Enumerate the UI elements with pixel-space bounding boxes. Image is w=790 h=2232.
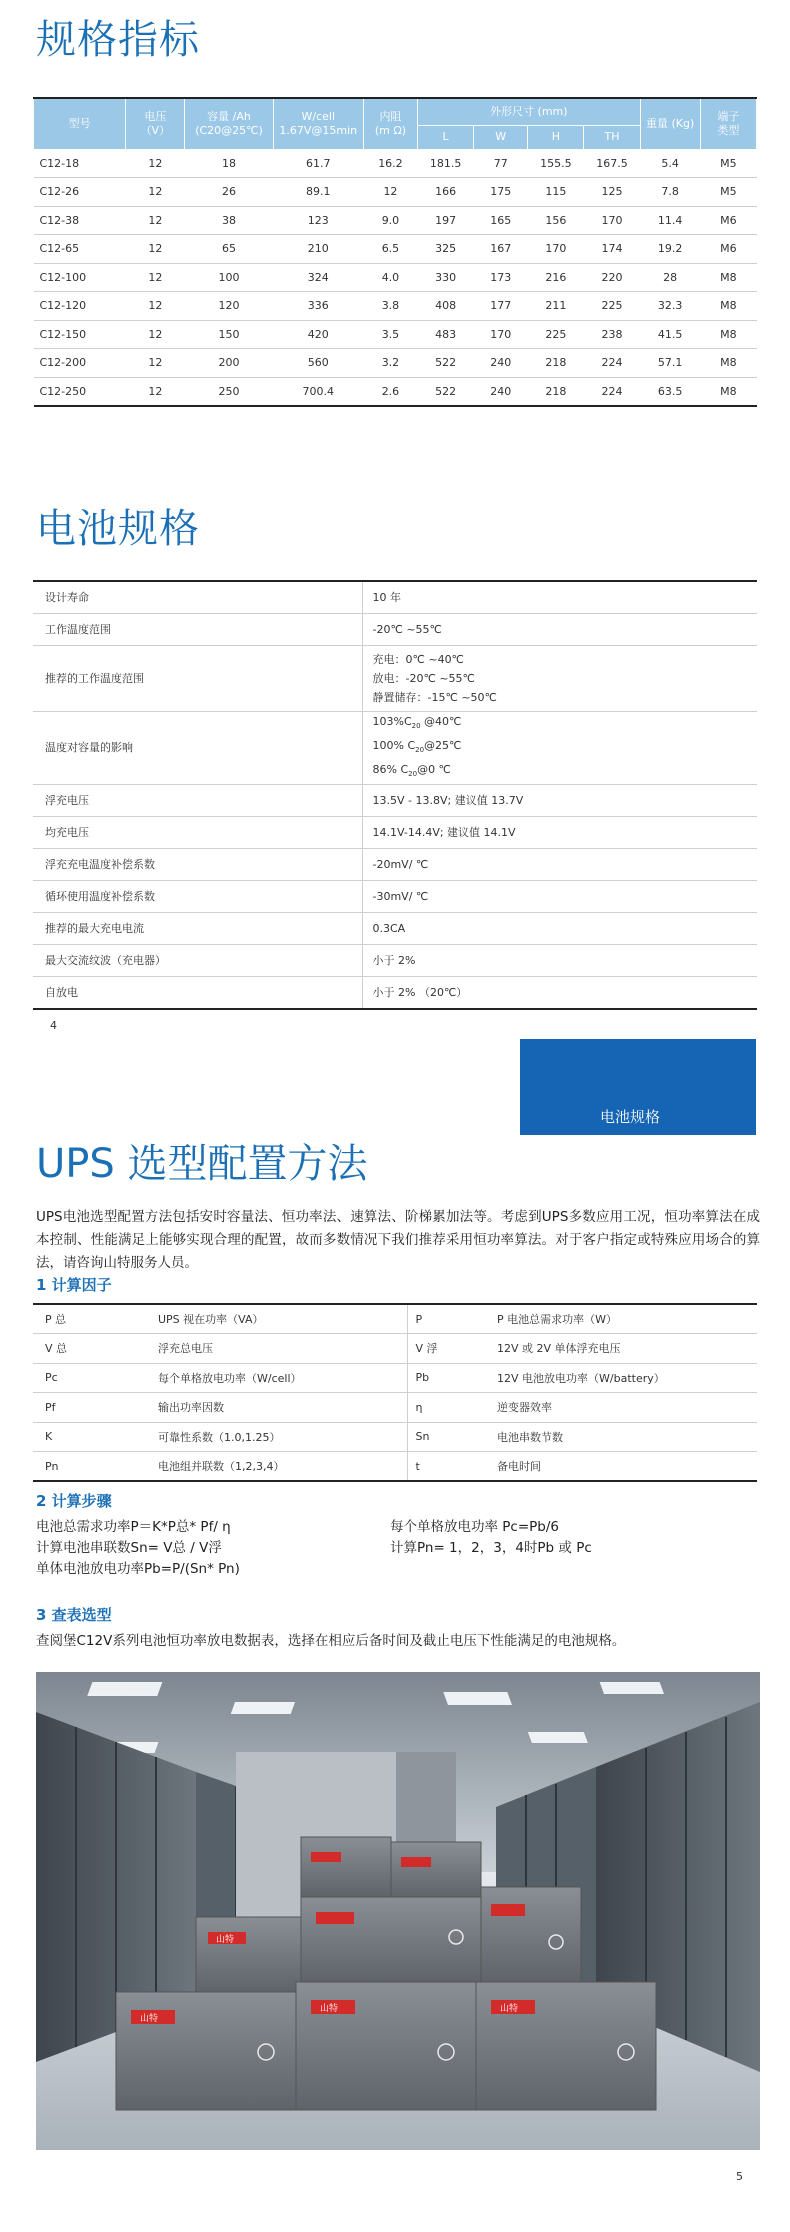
table-cell: P xyxy=(407,1304,489,1334)
table-cell: 170 xyxy=(474,320,528,349)
spec-value: -30mV/ ℃ xyxy=(362,881,757,913)
spec-key: 推荐的最大充电电流 xyxy=(33,913,362,945)
table-cell: 32.3 xyxy=(640,292,700,321)
table-cell: 238 xyxy=(584,320,640,349)
table-cell: 522 xyxy=(418,377,474,406)
table-cell: 65 xyxy=(185,235,273,264)
subheading-factors: 1 计算因子 xyxy=(36,1276,112,1294)
section-title-spec: 规格指标 xyxy=(36,17,200,63)
table-cell: 174 xyxy=(584,235,640,264)
table-cell: 3.2 xyxy=(363,349,417,378)
table-cell: 200 xyxy=(185,349,273,378)
table-cell: C12-18 xyxy=(34,149,126,178)
table-cell: 225 xyxy=(584,292,640,321)
table-row xyxy=(33,1422,757,1452)
spec-key: 自放电 xyxy=(33,977,362,1009)
table-cell: 330 xyxy=(418,263,474,292)
table-row xyxy=(33,785,757,817)
table-cell: 240 xyxy=(474,377,528,406)
table-cell: 700.4 xyxy=(273,377,363,406)
spec-value: -20℃ ~55℃ xyxy=(362,613,757,645)
table-cell: 225 xyxy=(528,320,584,349)
table-row xyxy=(33,613,757,645)
table-cell: 220 xyxy=(584,263,640,292)
table-cell: Pc xyxy=(33,1363,150,1393)
table-row xyxy=(33,645,757,711)
section-tab-label: 电池规格 xyxy=(600,1108,661,1126)
table-row xyxy=(34,292,757,321)
table-cell: 浮充总电压 xyxy=(150,1334,407,1364)
table-cell: 115 xyxy=(528,178,584,207)
spec-line xyxy=(373,712,758,736)
th-weight: 重量 (Kg) xyxy=(640,98,700,149)
table-cell: 167 xyxy=(474,235,528,264)
table-cell: 324 xyxy=(273,263,363,292)
spec-key: 工作温度范围 xyxy=(33,613,362,645)
intro-paragraph: UPS电池选型配置方法包括安时容量法、恒功率法、速算法、阶梯累加法等。考虑到UPS多数应用工况，恒功率算法在成本控制、性能满足上能够实现合理的配置，故而多数情况下我们推荐采用恒功率算法。对于客户指定或特殊应用场合的算法，请咨询山特服务人员。 xyxy=(36,1209,760,1271)
table-cell: 12 xyxy=(126,320,185,349)
table-cell: 165 xyxy=(474,206,528,235)
spec-key: 温度对容量的影响 xyxy=(33,711,362,785)
table-cell: 181.5 xyxy=(418,149,474,178)
table-cell: 输出功率因数 xyxy=(150,1393,407,1423)
table-cell: 12 xyxy=(126,178,185,207)
spec-line xyxy=(373,760,758,784)
table-cell: 177 xyxy=(474,292,528,321)
table-cell: 420 xyxy=(273,320,363,349)
table-cell: 250 xyxy=(185,377,273,406)
spec-line: 静置储存：-15℃ ~50℃ xyxy=(372,690,497,704)
th-terminal: 端子 类型 xyxy=(700,98,756,149)
formula-left xyxy=(36,1517,240,1580)
table-row xyxy=(34,320,757,349)
table-cell: M8 xyxy=(700,320,756,349)
table-cell: η xyxy=(407,1393,489,1423)
page-number-left: 4 xyxy=(50,1019,57,1032)
table-row xyxy=(34,149,757,178)
table-cell: 4.0 xyxy=(363,263,417,292)
table-cell: C12-200 xyxy=(34,349,126,378)
table-cell: 16.2 xyxy=(363,149,417,178)
subheading-lookup: 3 查表选型 xyxy=(36,1606,112,1624)
table-cell: 电池组并联数（1,2,3,4） xyxy=(150,1452,407,1482)
table-row xyxy=(33,581,757,613)
spec-key: 浮充充电温度补偿系数 xyxy=(33,849,362,881)
table-row xyxy=(33,1393,757,1423)
spec-key: 均充电压 xyxy=(33,817,362,849)
table-row xyxy=(33,849,757,881)
table-cell: 9.0 xyxy=(363,206,417,235)
table-cell: 18 xyxy=(185,149,273,178)
th-voltage: 电压 （V） xyxy=(126,98,185,149)
formula-line: 电池总需求功率P＝K*P总* Pf/ η xyxy=(36,1519,231,1535)
formula-line: 计算电池串联数Sn= V总 / V浮 xyxy=(36,1540,222,1556)
table-cell: 12 xyxy=(126,235,185,264)
table-cell: 210 xyxy=(273,235,363,264)
table-cell: 3.8 xyxy=(363,292,417,321)
spec-line xyxy=(373,736,758,760)
spec-table xyxy=(33,97,757,407)
table-cell: 218 xyxy=(528,349,584,378)
subscript: 20 xyxy=(411,721,421,730)
table-cell: 408 xyxy=(418,292,474,321)
table-cell: 19.2 xyxy=(640,235,700,264)
table-cell: 325 xyxy=(418,235,474,264)
table-row xyxy=(33,881,757,913)
battery-brand-label: 山特 xyxy=(320,2004,339,2014)
section-title-battery: 电池规格 xyxy=(36,506,200,552)
spec-value xyxy=(362,711,757,785)
table-cell: C12-65 xyxy=(34,235,126,264)
table-cell: 5.4 xyxy=(640,149,700,178)
spec-value: 小于 2% xyxy=(362,945,757,977)
th-resistance: 内阻 (m Ω) xyxy=(363,98,417,149)
table-cell: M5 xyxy=(700,178,756,207)
table-cell: 77 xyxy=(474,149,528,178)
datacenter-battery-photo xyxy=(36,1672,760,2150)
page-number-right: 5 xyxy=(736,2170,743,2183)
table-cell: 155.5 xyxy=(528,149,584,178)
table-row xyxy=(33,913,757,945)
table-cell: 28 xyxy=(640,263,700,292)
spec-line: 充电：0℃ ~40℃ xyxy=(372,652,464,666)
table-cell: M5 xyxy=(700,149,756,178)
table-row xyxy=(33,817,757,849)
table-cell: 170 xyxy=(528,235,584,264)
table-cell: 522 xyxy=(418,349,474,378)
table-cell: M6 xyxy=(700,235,756,264)
txt: 86% C xyxy=(372,762,409,776)
txt: 100% C xyxy=(372,738,416,752)
table-cell: 11.4 xyxy=(640,206,700,235)
table-row xyxy=(34,178,757,207)
th-dim-th: TH xyxy=(584,125,640,149)
table-cell: M8 xyxy=(700,292,756,321)
table-cell: 12 xyxy=(126,349,185,378)
table-cell: 电池串数节数 xyxy=(489,1422,757,1452)
table-cell: 备电时间 xyxy=(489,1452,757,1482)
table-cell: 336 xyxy=(273,292,363,321)
photo-illustration xyxy=(36,1672,760,2150)
table-cell: 166 xyxy=(418,178,474,207)
table-cell: 218 xyxy=(528,377,584,406)
table-cell: C12-120 xyxy=(34,292,126,321)
spec-value: 14.1V-14.4V; 建议值 14.1V xyxy=(362,817,757,849)
spec-value: -20mV/ ℃ xyxy=(362,849,757,881)
table-cell: 167.5 xyxy=(584,149,640,178)
table-cell: K xyxy=(33,1422,150,1452)
section-tab-box xyxy=(520,1039,756,1135)
table-row xyxy=(34,263,757,292)
table-cell: 12 xyxy=(126,206,185,235)
table-cell: t xyxy=(407,1452,489,1482)
table-row xyxy=(34,377,757,406)
table-cell: 7.8 xyxy=(640,178,700,207)
table-cell: UPS 视在功率（VA） xyxy=(150,1304,407,1334)
spec-key: 浮充电压 xyxy=(33,785,362,817)
table-cell: 240 xyxy=(474,349,528,378)
th-dims: 外形尺寸 (mm) xyxy=(418,98,641,125)
spec-value: 10 年 xyxy=(362,581,757,613)
subscript: 20 xyxy=(415,745,425,754)
table-row xyxy=(33,1334,757,1364)
table-cell: Pf xyxy=(33,1393,150,1423)
table-cell: P 电池总需求功率（W） xyxy=(489,1304,757,1334)
table-cell: 197 xyxy=(418,206,474,235)
table-cell: Sn xyxy=(407,1422,489,1452)
table-row xyxy=(33,711,757,785)
table-cell: 12V 或 2V 单体浮充电压 xyxy=(489,1334,757,1364)
table-cell: 61.7 xyxy=(273,149,363,178)
table-cell: 每个单格放电功率（W/cell） xyxy=(150,1363,407,1393)
formula-line: 计算Pn= 1，2，3，4时Pb 或 Pc xyxy=(390,1540,592,1556)
table-cell: M8 xyxy=(700,349,756,378)
spec-value xyxy=(362,645,757,711)
table-cell: 224 xyxy=(584,349,640,378)
table-cell: 12V 电池放电功率（W/battery） xyxy=(489,1363,757,1393)
table-cell: 170 xyxy=(584,206,640,235)
table-cell: Pb xyxy=(407,1363,489,1393)
table-cell: 12 xyxy=(126,377,185,406)
table-cell: 100 xyxy=(185,263,273,292)
table-cell: M8 xyxy=(700,377,756,406)
spec-value: 0.3CA xyxy=(362,913,757,945)
table-cell: 12 xyxy=(126,263,185,292)
table-cell: 560 xyxy=(273,349,363,378)
table-cell: 175 xyxy=(474,178,528,207)
table-cell: C12-26 xyxy=(34,178,126,207)
table-cell: 26 xyxy=(185,178,273,207)
table-cell: 120 xyxy=(185,292,273,321)
table-cell: 211 xyxy=(528,292,584,321)
table-cell: C12-100 xyxy=(34,263,126,292)
table-cell: 224 xyxy=(584,377,640,406)
table-cell: 89.1 xyxy=(273,178,363,207)
table-cell: 12 xyxy=(363,178,417,207)
table-cell: 57.1 xyxy=(640,349,700,378)
th-model: 型号 xyxy=(34,98,126,149)
spec-line: 放电：-20℃ ~55℃ xyxy=(372,671,475,685)
txt: @25℃ xyxy=(424,738,462,752)
formula-line: 单体电池放电功率Pb=P/(Sn* Pn) xyxy=(36,1561,240,1577)
table-row xyxy=(34,349,757,378)
formula-line: 每个单格放电功率 Pc=Pb/6 xyxy=(390,1519,560,1535)
lookup-text: 查阅堡C12V系列电池恒功率放电数据表，选择在相应后备时间及截止电压下性能满足的电池规格。 xyxy=(36,1633,626,1649)
table-cell: 156 xyxy=(528,206,584,235)
battery-brand-label: 山特 xyxy=(500,2004,519,2014)
table-cell: 483 xyxy=(418,320,474,349)
table-cell: 12 xyxy=(126,149,185,178)
txt: 103%C xyxy=(372,714,412,728)
table-cell: 6.5 xyxy=(363,235,417,264)
table-cell: 2.6 xyxy=(363,377,417,406)
spec-key: 循环使用温度补偿系数 xyxy=(33,881,362,913)
battery-spec-table xyxy=(33,580,757,1010)
table-cell: 41.5 xyxy=(640,320,700,349)
subscript: 20 xyxy=(408,770,418,779)
table-cell: 123 xyxy=(273,206,363,235)
th-wcell: W/cell 1.67V@15min xyxy=(273,98,363,149)
spec-value: 13.5V - 13.8V; 建议值 13.7V xyxy=(362,785,757,817)
table-cell: C12-38 xyxy=(34,206,126,235)
subheading-steps: 2 计算步骤 xyxy=(36,1492,112,1510)
section-title-ups: UPS 选型配置方法 xyxy=(36,1141,368,1187)
table-cell: C12-150 xyxy=(34,320,126,349)
table-row xyxy=(33,945,757,977)
table-cell: 38 xyxy=(185,206,273,235)
table-cell: V 总 xyxy=(33,1334,150,1364)
th-dim-w: W xyxy=(474,125,528,149)
table-cell: 可靠性系数（1.0,1.25） xyxy=(150,1422,407,1452)
table-cell: V 浮 xyxy=(407,1334,489,1364)
th-dim-l: L xyxy=(418,125,474,149)
th-dim-h: H xyxy=(528,125,584,149)
table-row xyxy=(33,1304,757,1334)
th-capacity: 容量 /Ah (C20@25℃) xyxy=(185,98,273,149)
table-row xyxy=(33,1363,757,1393)
table-cell: M8 xyxy=(700,263,756,292)
table-cell: 150 xyxy=(185,320,273,349)
factors-table xyxy=(33,1303,757,1482)
table-cell: 125 xyxy=(584,178,640,207)
table-cell: 63.5 xyxy=(640,377,700,406)
table-cell: 216 xyxy=(528,263,584,292)
table-cell: M6 xyxy=(700,206,756,235)
table-cell: C12-250 xyxy=(34,377,126,406)
spec-key: 推荐的工作温度范围 xyxy=(33,645,362,711)
table-cell: 3.5 xyxy=(363,320,417,349)
battery-brand-label: 山特 xyxy=(216,1935,235,1945)
battery-brand-label: 山特 xyxy=(140,2014,159,2024)
table-row xyxy=(33,977,757,1009)
txt: @0 ℃ xyxy=(417,762,451,776)
table-cell: 逆变器效率 xyxy=(489,1393,757,1423)
table-cell: P 总 xyxy=(33,1304,150,1334)
table-cell: 173 xyxy=(474,263,528,292)
spec-value: 小于 2% （20℃） xyxy=(362,977,757,1009)
table-cell: Pn xyxy=(33,1452,150,1482)
formula-right xyxy=(390,1517,592,1559)
table-row xyxy=(34,235,757,264)
spec-key: 设计寿命 xyxy=(33,581,362,613)
spec-key: 最大交流纹波（充电器） xyxy=(33,945,362,977)
table-row xyxy=(34,206,757,235)
table-cell: 12 xyxy=(126,292,185,321)
table-row xyxy=(33,1452,757,1482)
txt: @40℃ xyxy=(420,714,462,728)
